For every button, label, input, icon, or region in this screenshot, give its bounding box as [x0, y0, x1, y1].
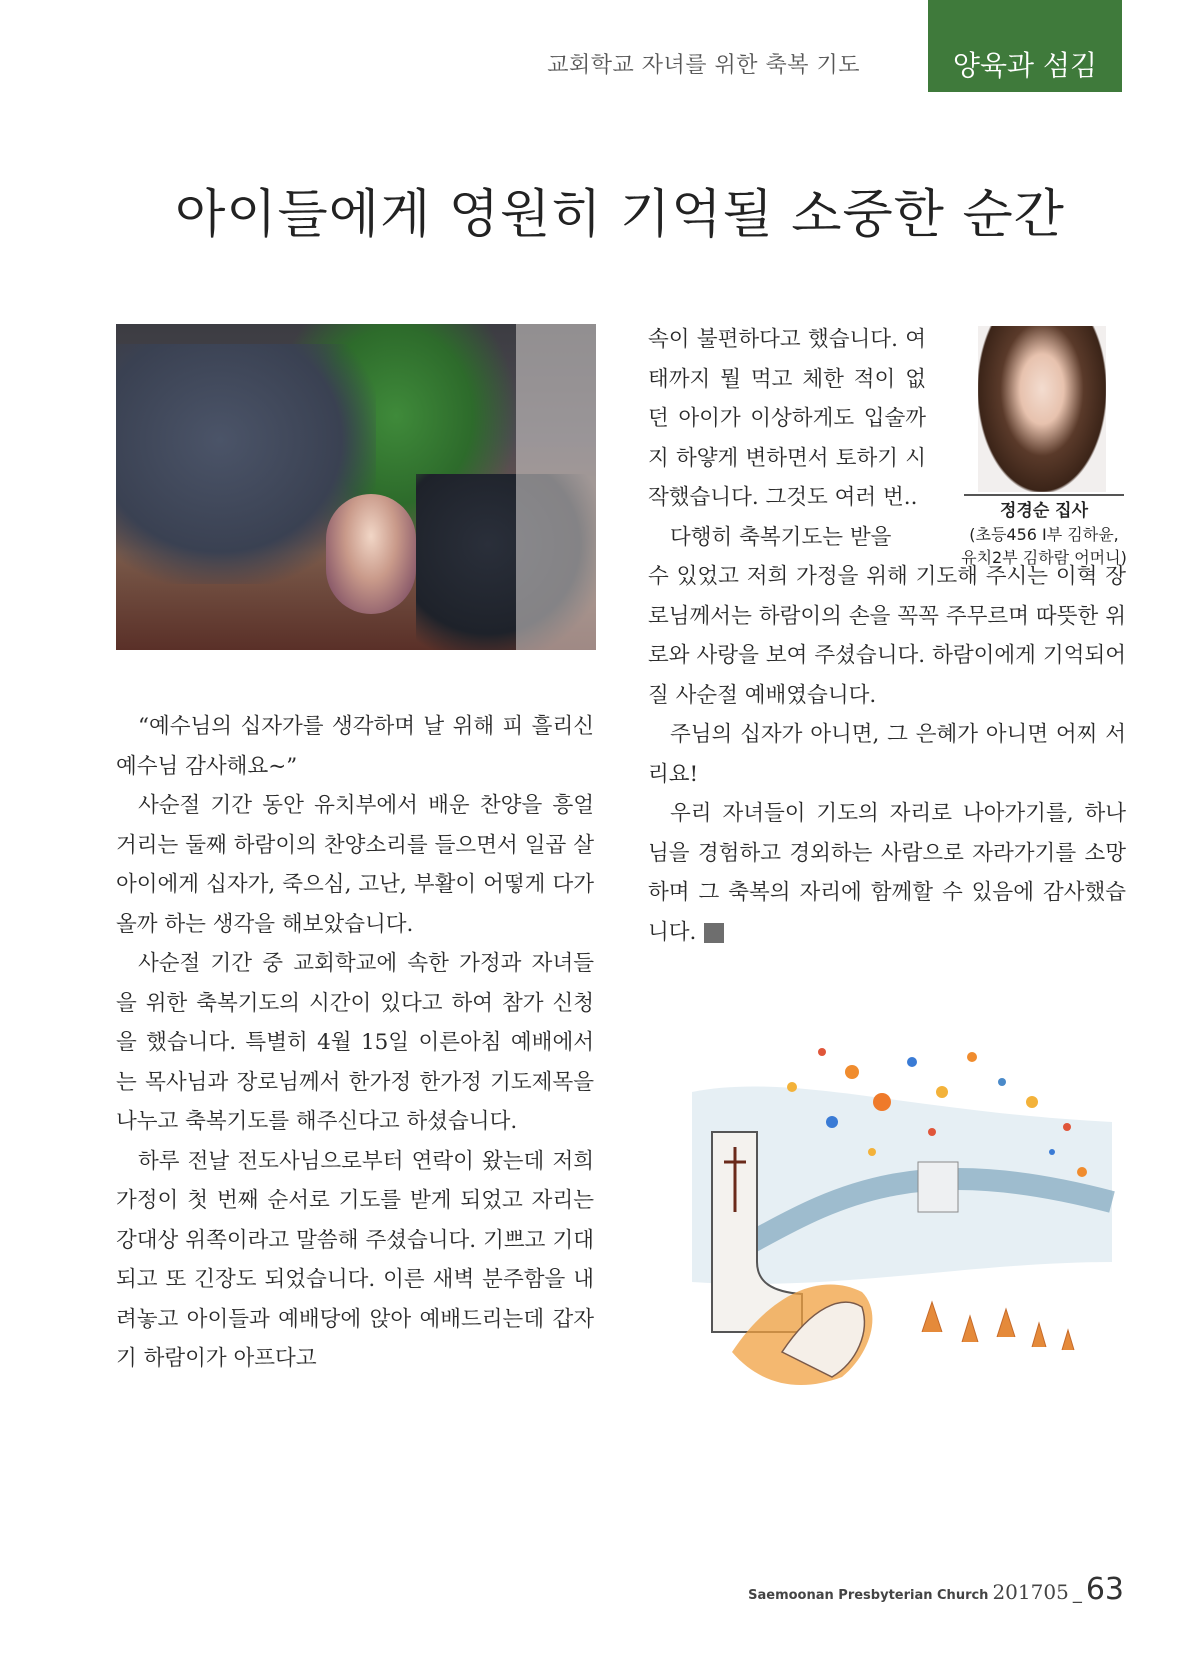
left-column	[116, 707, 594, 1379]
issue-number: 201705	[992, 1580, 1069, 1604]
paragraph: 하루 전날 전도사님으로부터 연락이 왔는데 저희 가정이 첫 번째 순서로 기도를 받게 되었고 자리는 강대상 위쪽이라고 말씀해 주셨습니다. 기쁘고 기대되고 또 긴장도 되었습니다. 이른 새벽 분주함을 내려놓고 아이들과 예배당에 앉아 예배드리는데 갑자기 하람이가 아프다고	[116, 1148, 594, 1371]
paragraph: 속이 불편하다고 했습니다. 여태까지 뭘 먹고 체한 적이 없던 아이가 이상하게도 입술까지 하얗게 변하면서 토하기 시작했습니다. 그것도 여러 번..	[648, 327, 926, 510]
author-detail: (초등456 Ⅰ부 김하윤,	[969, 525, 1119, 544]
paragraph: “예수님의 십자가를 생각하며 날 위해 피 흘리신 예수님 감사해요~”	[116, 714, 594, 779]
page-number: 63	[1085, 1572, 1124, 1607]
paragraph: 사순절 기간 동안 유치부에서 배운 찬양을 흥얼거리는 둘째 하람이의 찬양소리를 들으면서 일곱 살 아이에게 십자가, 죽으심, 고난, 부활이 어떻게 다가올까 하는 생각을 해보았습니다.	[116, 793, 594, 937]
church-name: Saemoonan Presbyterian Church	[748, 1588, 989, 1603]
footer-separator: _	[1072, 1583, 1082, 1604]
blessing-prayer-photo	[116, 324, 596, 650]
narrow-block	[648, 320, 926, 557]
header-kicker: 교회학교 자녀를 위한 축복 기도	[547, 53, 860, 78]
page-footer	[748, 1572, 1124, 1607]
article-title: 아이들에게 영원히 기억될 소중한 순간	[175, 185, 1065, 245]
paragraph: 수 있었고 저희 가정을 위해 기도해 주시는 이혁 장로님께서는 하람이의 손을 꼭꼭 주무르며 따뜻한 위로와 사랑을 보여 주셨습니다. 하람이에게 기억되어질 사순절 예배였습니다.	[648, 564, 1126, 708]
author-portrait	[978, 326, 1106, 492]
caption-divider	[964, 494, 1124, 496]
child-figure	[326, 494, 416, 614]
paragraph: 주님의 십자가 아니면, 그 은혜가 아니면 어찌 서리요!	[648, 722, 1126, 787]
praying-hands-cross-illustration	[672, 1032, 1120, 1410]
author-name: 정경순 집사	[999, 501, 1089, 521]
paragraph-last	[648, 794, 1126, 952]
end-mark-icon: 새	[704, 923, 724, 943]
paragraph: 다행히 축복기도는 받을	[670, 524, 892, 550]
wall-shape	[516, 324, 596, 650]
author-detail: 유치2부 김하람 어머니)	[961, 548, 1127, 567]
paragraph: 사순절 기간 중 교회학교에 속한 가정과 자녀들을 위한 축복기도의 시간이 있다고 하여 참가 신청을 했습니다. 특별히 4월 15일 이른아침 예배에서는 목사님과 장로님께서 한가정 한가정 기도제목을 나누고 축복기도를 해주신다고 하셨습니다.	[116, 951, 594, 1134]
author-caption	[952, 500, 1136, 569]
section-tag: 양육과 섬김	[928, 0, 1122, 92]
paragraph-text: 우리 자녀들이 기도의 자리로 나아가기를, 하나님을 경험하고 경외하는 사람으로 자라가기를 소망하며 그 축복의 자리에 함께할 수 있음에 감사했습니다.	[648, 801, 1126, 945]
